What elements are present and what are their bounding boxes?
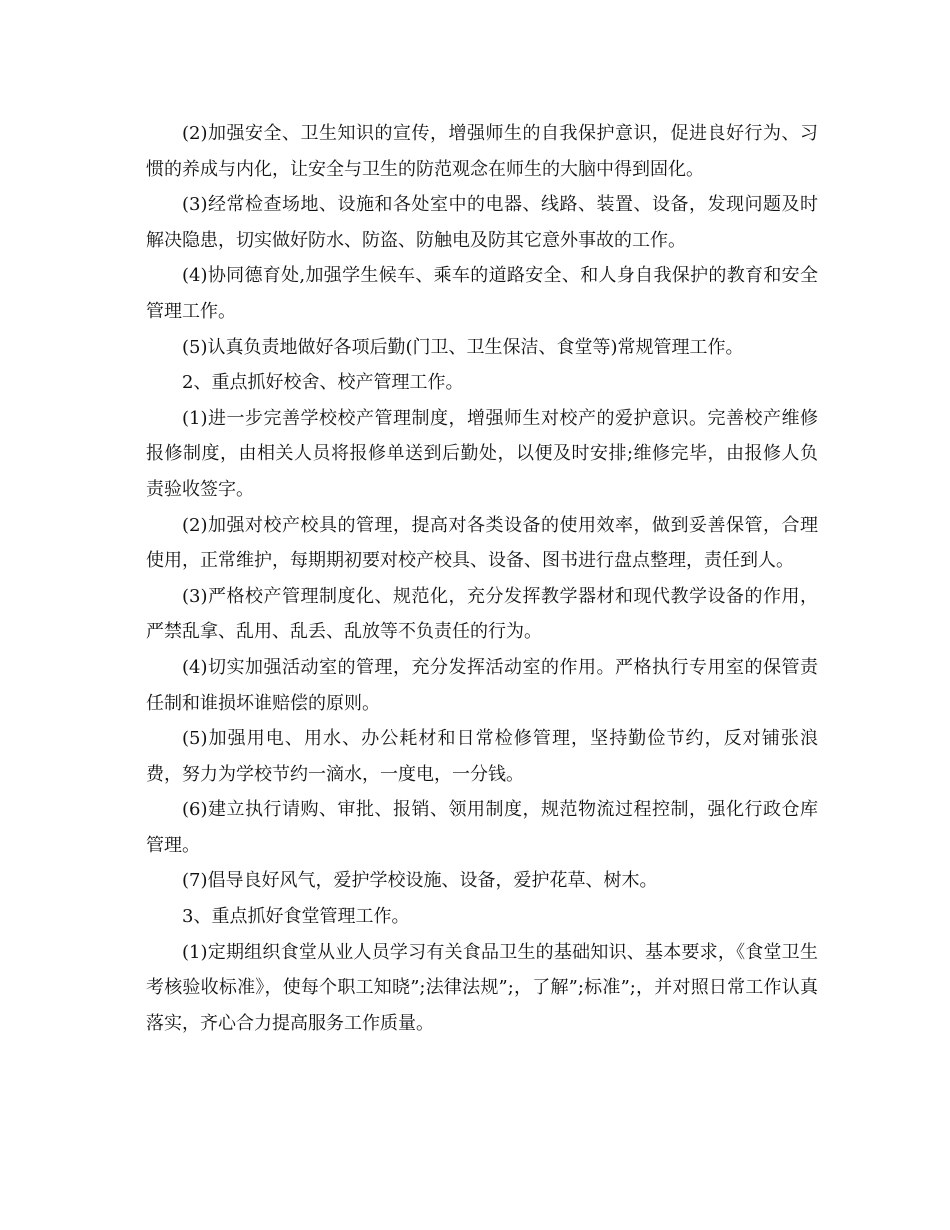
paragraph-routine-logistics: (5)认真负责地做好各项后勤(门卫、卫生保洁、食堂等)常规管理工作。	[182, 336, 744, 358]
paragraph-standardization: (3)严格校产管理制度化、规范化，充分发挥教学器材和现代教学设备的作用，严禁乱拿、乱用、乱丢、乱放等不负责任的行为。	[146, 585, 818, 643]
paragraph-resource-saving: (5)加强用电、用水、办公耗材和日常检修管理，坚持勤俭节约，反对铺张浪费，努力为学校节约一滴水，一度电，一分钱。	[146, 728, 818, 785]
document-body	[146, 116, 818, 1041]
paragraph-safety-hygiene-publicity: (2)加强安全、卫生知识的宣传，增强师生的自我保护意识，促进良好行为、习惯的养成与内化，让安全与卫生的防范观念在师生的大脑中得到固化。	[146, 123, 818, 180]
section-heading-school-property: 2、重点抓好校舍、校产管理工作。	[182, 372, 464, 394]
paragraph-procurement: (6)建立执行请购、审批、报销、领用制度，规范物流过程控制，强化行政仓库管理。	[146, 799, 818, 856]
paragraph-traffic-safety: (4)协同德育处,加强学生候车、乘车的道路安全、和人身自我保护的教育和安全管理工作。	[146, 265, 818, 322]
paragraph-facility-inspection: (3)经常检查场地、设施和各处室中的电器、线路、装置、设备，发现问题及时解决隐患，切实做好防水、防盗、防触电及防其它意外事故的工作。	[146, 194, 818, 251]
paragraph-canteen-training: (1)定期组织食堂从业人员学习有关食品卫生的基础知识、基本要求，《食堂卫生考核验收标准》，使每个职工知晓”;法律法规”;，了解”;标准”;，并对照日常工作认真落实，齐心合力提高服务工作质量。	[146, 941, 818, 1034]
paragraph-activity-rooms: (4)切实加强活动室的管理，充分发挥活动室的作用。严格执行专用室的保管责任制和谁损坏谁赔偿的原则。	[146, 656, 818, 714]
paragraph-equipment-management: (2)加强对校产校具的管理，提高对各类设备的使用效率，做到妥善保管，合理使用，正常维护，每期期初要对校产校具、设备、图书进行盘点整理，责任到人。	[146, 514, 818, 572]
section-heading-canteen: 3、重点抓好食堂管理工作。	[182, 906, 410, 928]
paragraph-property-rules: (1)进一步完善学校校产管理制度，增强师生对校产的爱护意识。完善校产维修报修制度，由相关人员将报修单送到后勤处，以便及时安排;维修完毕，由报修人负责验收签字。	[146, 407, 818, 500]
paragraph-good-conduct: (7)倡导良好风气，爱护学校设施、设备，爱护花草、树木。	[182, 870, 658, 892]
